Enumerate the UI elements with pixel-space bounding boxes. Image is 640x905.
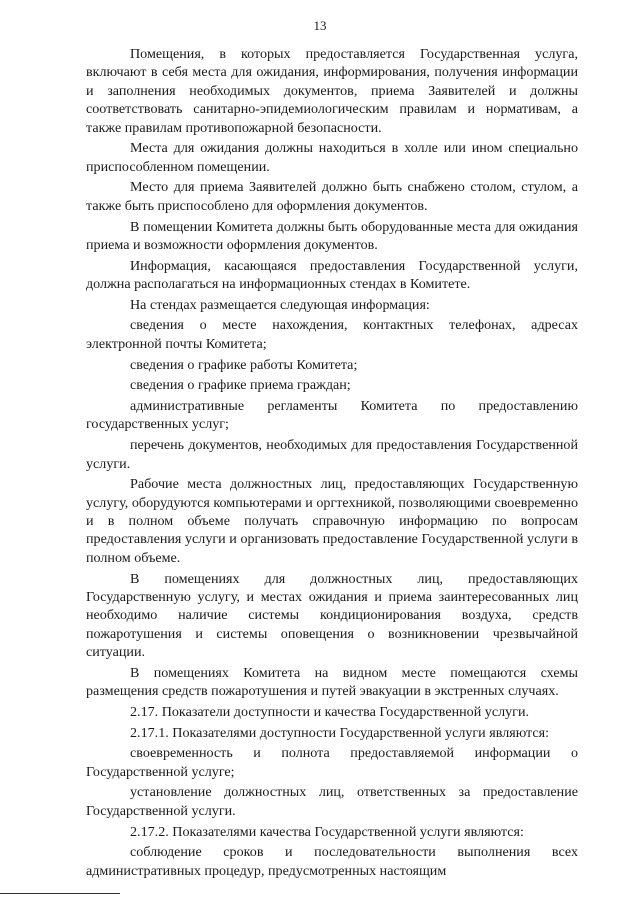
- list-item-responsible-officials: установление должностных лиц, ответственных за предоставление Государственной услуги.: [86, 784, 578, 819]
- subsection-2-17-2: 2.17.2. Показателями качества Государственной услуги являются:: [130, 823, 524, 840]
- subsection-2-17-1: 2.17.1. Показателями доступности Государственной услуги являются:: [130, 724, 550, 741]
- paragraph-waiting-area: Места для ожидания должны находиться в холле или ином специально приспособленном помещении.: [86, 140, 578, 175]
- paragraph-information-stands: Информация, касающаяся предоставления Государственной услуги, должна располагаться на информационных стендах в Комитете.: [86, 257, 578, 293]
- section-heading-2-17: 2.17. Показатели доступности и качества Государственной услуги.: [130, 703, 530, 720]
- list-item-work-schedule: сведения о графике работы Комитета;: [130, 356, 358, 373]
- list-item-reception-schedule: сведения о графике приема граждан;: [130, 377, 351, 394]
- list-item-regulations: административные регламенты Комитета по предоставлению государственных услуг;: [86, 397, 578, 433]
- list-item-deadlines: соблюдение сроков и последовательности выполнения всех административных процедур, предусмотренных настоящим: [86, 844, 578, 879]
- page-number: 13: [313, 18, 327, 33]
- paragraph-premises: Помещения, в которых предоставляется Государственная услуга, включают в себя места для ожидания, информирования, получения информации и заполнения необходимых документов, приема Заявителей и должны соответствовать санитарно-эпидемиологическим правилам и нормативам, а также правилам противопожарной безопасности.: [86, 46, 578, 136]
- paragraph-evacuation-schemes: В помещениях Комитета на видном месте помещаются схемы размещения средств пожаротушения и путей эвакуации в экстренных случаях.: [86, 664, 578, 700]
- paragraph-committee-premises: В помещении Комитета должны быть оборудованные места для ожидания приема и возможности оформления документов.: [86, 218, 578, 253]
- paragraph-safety-systems: В помещениях для должностных лиц, предоставляющих Государственную услугу, и местах ожидания и приема заинтересованных лиц необходимо наличие системы кондиционирования воздуха, средств пожаротушения и системы оповещения о возникновении чрезвычайной ситуации.: [86, 570, 578, 661]
- footnote-separator: [0, 893, 120, 894]
- paragraph-stands-intro: На стендах размещается следующая информация:: [130, 296, 430, 313]
- list-item-location: сведения о месте нахождения, контактных телефонах, адресах электронной почты Комитета;: [86, 317, 578, 352]
- list-item-documents: перечень документов, необходимых для предоставления Государственной услуги.: [86, 437, 578, 472]
- list-item-timeliness: своевременность и полнота предоставляемой информации о Государственной услуге;: [86, 745, 578, 780]
- paragraph-reception-place: Место для приема Заявителей должно быть снабжено столом, стулом, а также быть приспособлено для оформления документов.: [86, 179, 578, 214]
- paragraph-workplaces: Рабочие места должностных лиц, предоставляющих Государственную услугу, оборудуются компьютерами и оргтехникой, позволяющими своевременно и в полном объеме получать справочную информацию по вопросам предоставления услуги и организовать предоставление Государственной услуги в полном объеме.: [86, 476, 578, 566]
- document-body: [86, 45, 578, 882]
